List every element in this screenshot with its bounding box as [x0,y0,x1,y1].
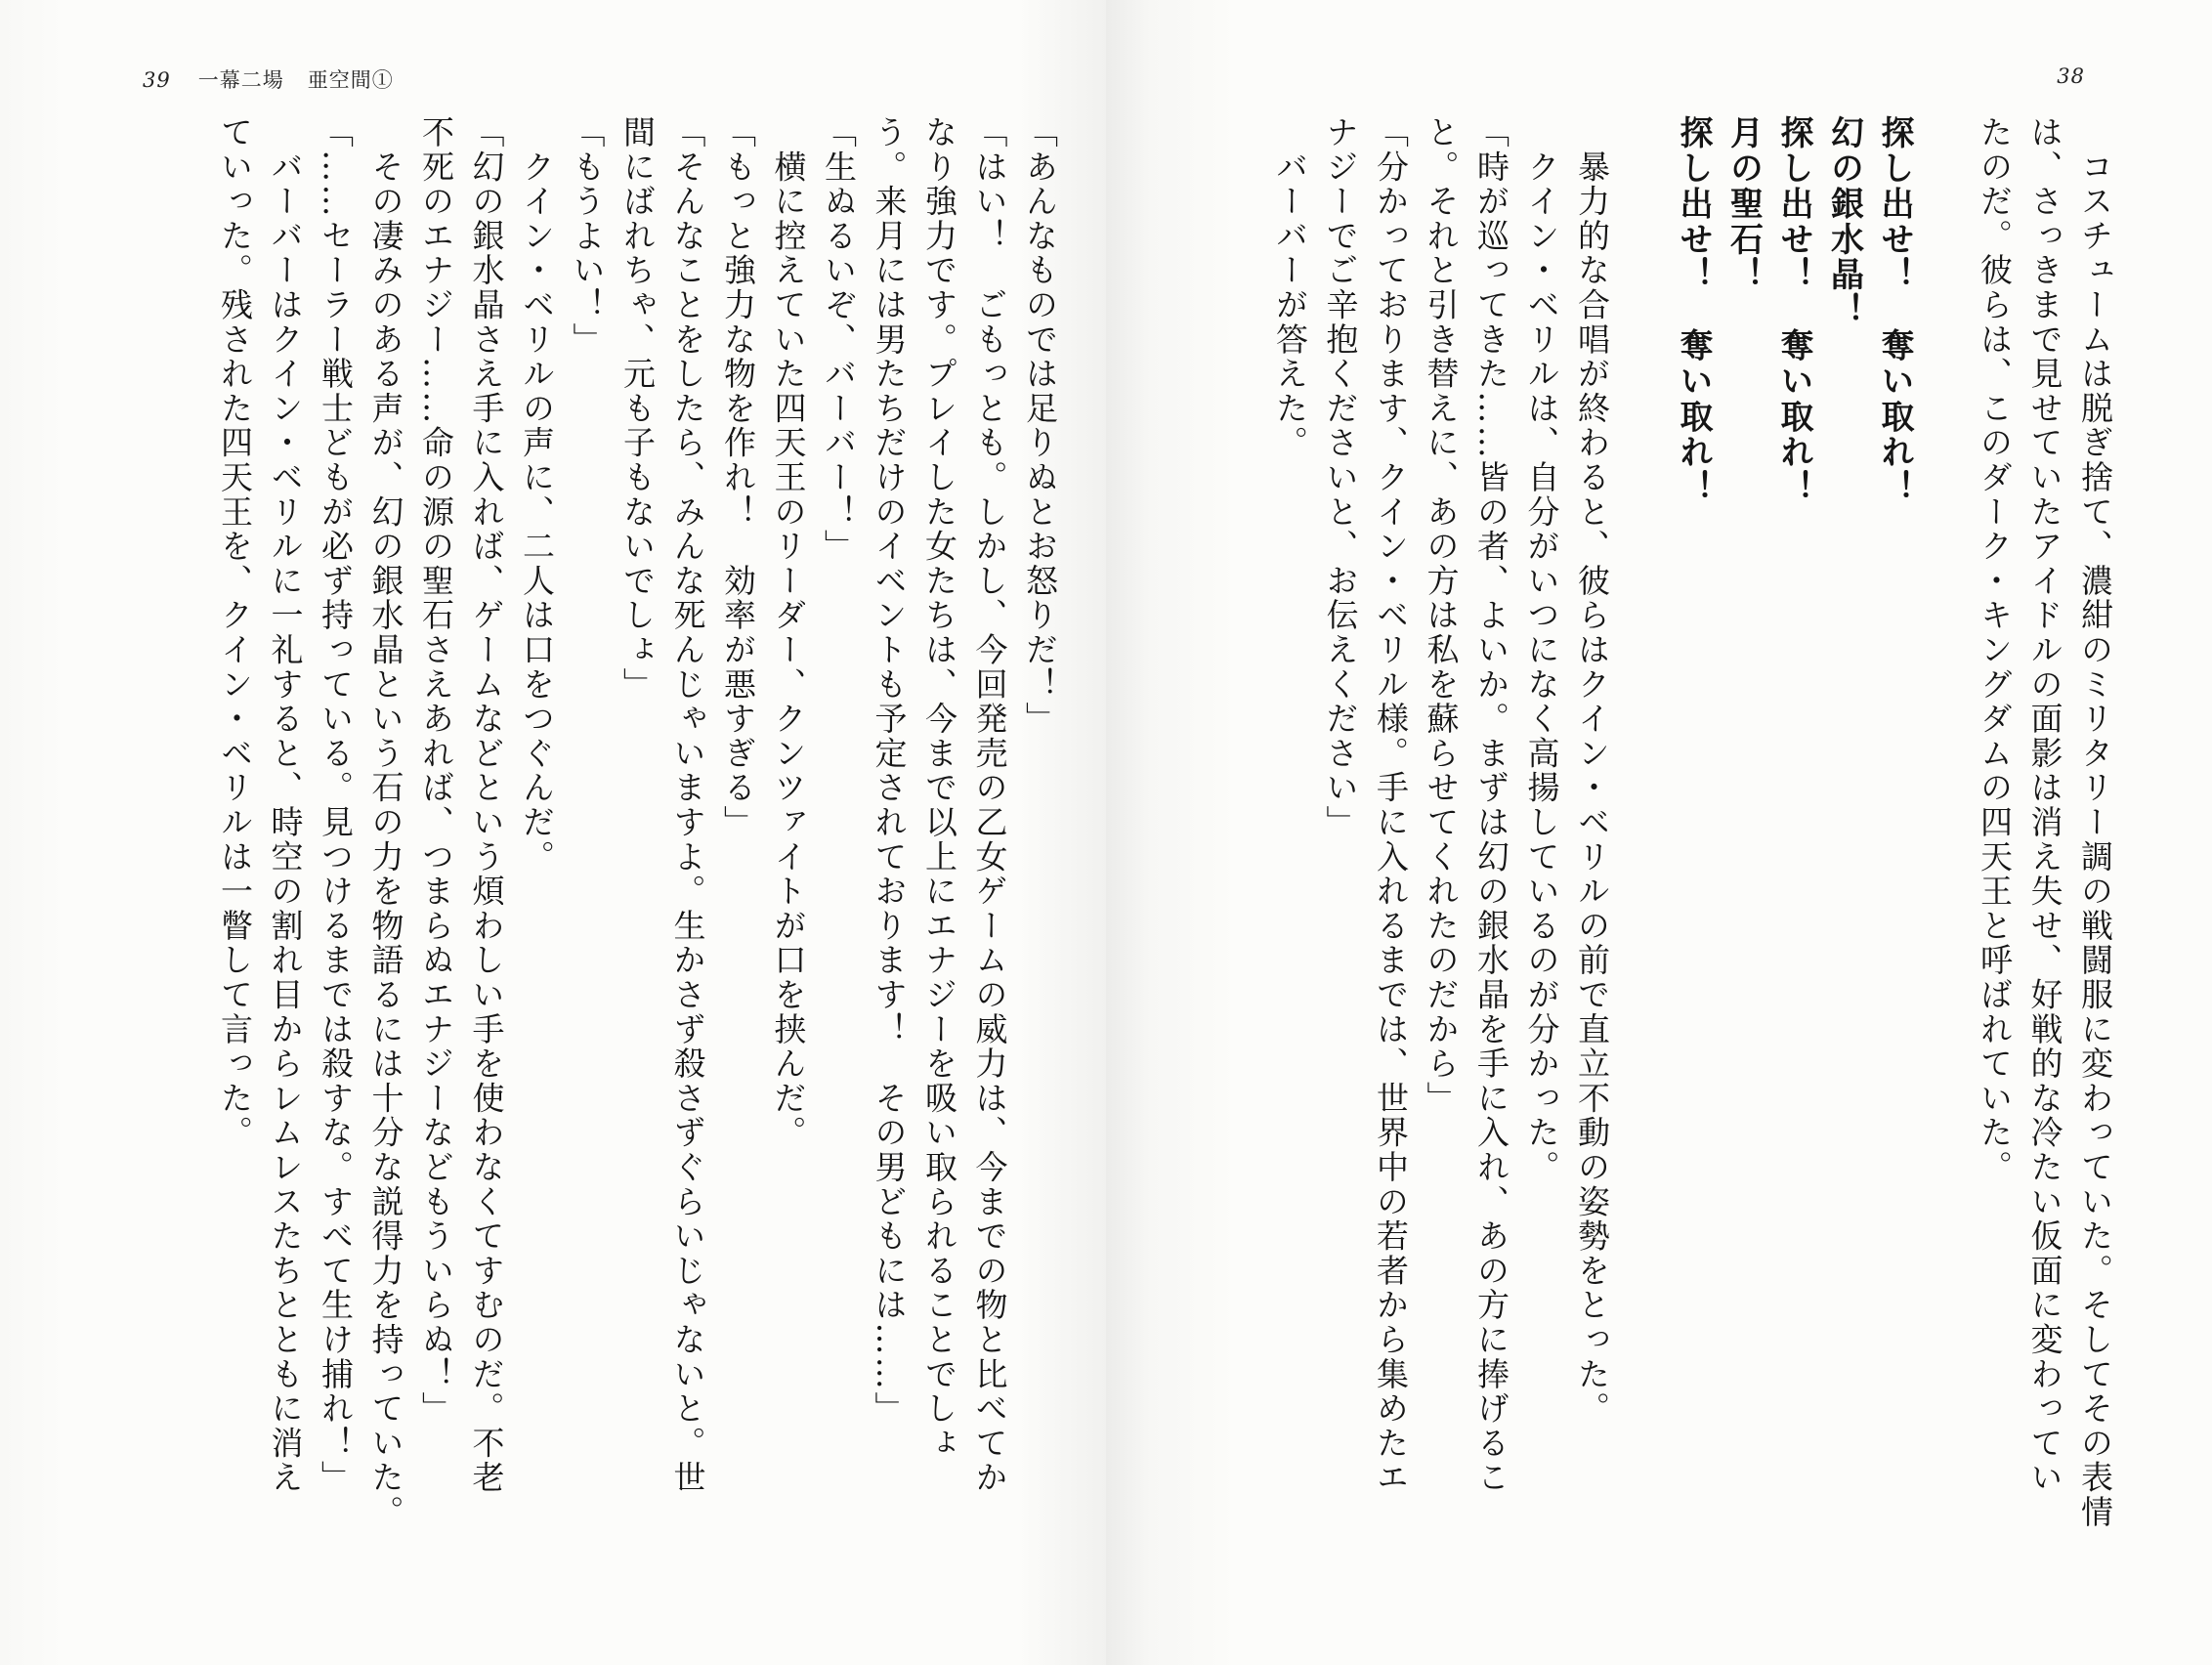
chant-line: 月の聖石！ [1723,115,1764,293]
text-line: 「……セーラー戦士どもが必ず持っている。見つけるまでは殺すな。すべて生け捕れ！」 [317,115,355,1495]
right-page-body [1178,115,2120,1530]
left-page-body [156,115,1065,1530]
text-line: 「幻の銀水晶さえ手に入れば、ゲームなどという煩わしい手を使わなくてすむのだ。不老 [467,115,506,1495]
page-number-left: 39 [143,68,171,92]
blank-line [1919,115,1970,1513]
text-line: 「はい！ ごもっとも。しかし、今回発売の乙女ゲームの威力は、今までの物と比べてか [970,115,1009,1495]
text-line: 不死のエナジー……命の源の聖石さえあれば、つまらぬエナジーなどもういらぬ！」 [417,115,455,1427]
text-line: と。それと引き替えに、あの方は私を蘇らせてくれたのだから」 [1422,115,1461,1116]
running-header-right [2026,64,2085,88]
text-line: は、さっきまで見せていたアイドルの面影は消え失せ、好戦的な冷たい仮面に変わってい [2025,115,2064,1495]
blank-line [1617,115,1668,1513]
text-line: 間にばれちゃ、元も子もないでしょ」 [618,115,657,703]
text-line: バーバーはクイン・ベリルに一礼すると、時空の割れ目からレムレスたちとともに消え [266,115,305,1495]
chant-line: 探し出せ！ 奪い取れ！ [1774,115,1813,506]
text-line: たのだ。彼らは、このダーク・キングダムの四天王と呼ばれていた。 [1976,115,2014,1185]
chant-line: 探し出せ！ 奪い取れ！ [1674,115,1713,506]
text-line: バーバーが答えた。 [1271,115,1309,460]
text-line: 「あんなものでは足りぬとお怒りだ！」 [1021,115,1059,737]
text-line: クイン・ベリルは、自分がいつになく高揚しているのが分かった。 [1522,115,1561,1185]
text-line: クイン・ベリルの声に、二人は口をつぐんだ。 [518,115,556,875]
text-line: その凄みのある声が、幻の銀水晶という石の力を物語るには十分な説得力を持っていた。 [366,115,405,1530]
text-line: 暴力的な合唱が終わると、彼らはクイン・ベリルの前で直立不動の姿勢をとった。 [1573,115,1611,1427]
text-line: ていった。残された四天王を、クイン・ベリルは一瞥して言った。 [216,115,254,1150]
text-line: う。来月には男たちだけのイベントも予定されております！ その男どもには……」 [870,115,909,1427]
chant-line: 探し出せ！ 奪い取れ！ [1875,115,1914,506]
text-line: コスチュームは脱ぎ捨て、濃紺のミリタリー調の戦闘服に変わっていた。そしてその表情 [2076,115,2114,1530]
text-line: 「生ぬるいぞ、バーバー！」 [820,115,858,564]
text-line: 「そんなことをしたら、みんな死んじゃいますよ。生かさず殺さずぐらいじゃないと。世 [668,115,707,1495]
chant-line: 幻の銀水晶！ [1824,115,1864,328]
running-header-left [143,64,394,94]
text-line: 「もうよい！」 [568,115,607,358]
text-line: 「時が巡ってきた……皆の者、よいか。まずは幻の銀水晶を手に入れ、あの方に捧げるこ [1472,115,1510,1495]
page-number-right: 38 [2057,64,2085,88]
text-line: 「分かっております、クイン・ベリル様。手に入れるまでは、世界中の若者から集めたエ [1372,115,1410,1495]
running-title: 一幕二場 [197,68,284,92]
running-subtitle: 亜空間① [307,68,394,92]
text-line: なり強力です。プレイした女たちは、今まで以上にエナジーを吸い取られることでしょ [920,115,958,1461]
text-line: 「もっと強力な物を作れ！ 効率が悪すぎる」 [719,115,757,840]
text-line: 横に控えていた四天王のリーダー、クンツァイトが口を挟んだ。 [769,115,808,1150]
text-line: ナジーでご辛抱くださいと、お伝えください」 [1321,115,1360,840]
